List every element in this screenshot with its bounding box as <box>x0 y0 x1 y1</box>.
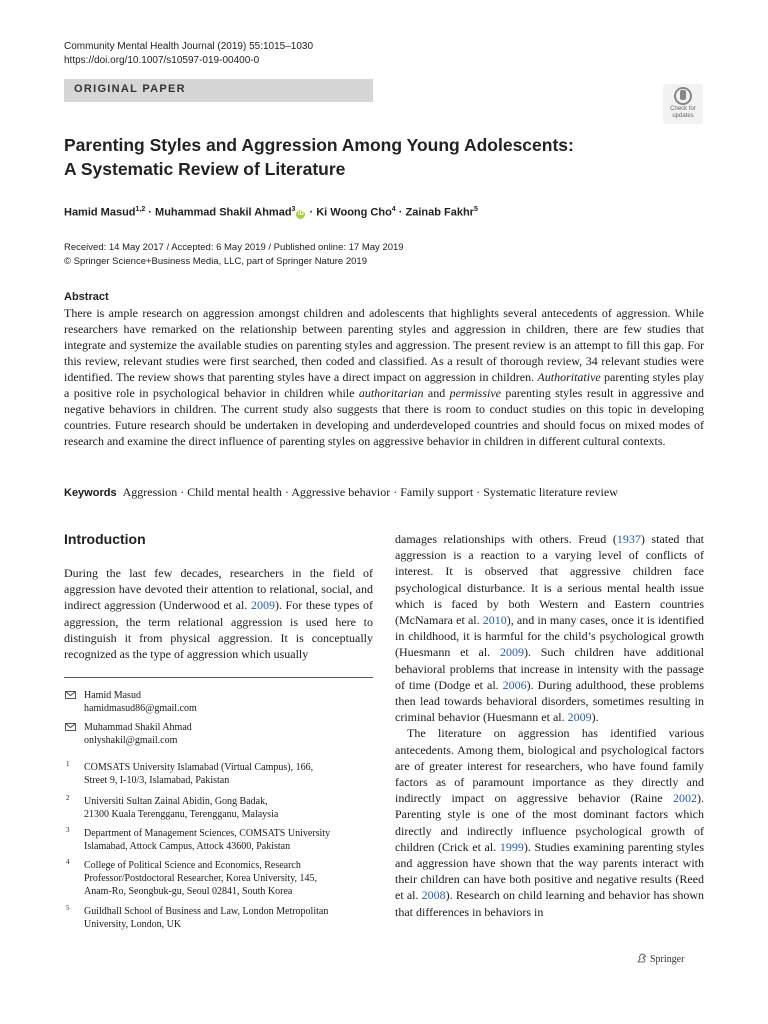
section-banner <box>64 79 373 102</box>
keyword-separator: · <box>281 485 292 499</box>
keyword-separator: · <box>390 485 401 499</box>
text-run: parenting styles result in aggressive and negative behaviors in children. The current study also suggests that there is room to conduct studies on this topic in developing countries. Future research should be undertaken in developing and underdeveloped countries and should focus on mixed modes of research and examine the direct influence of parenting styles on aggressive behavior in children in different cultural contexts. <box>64 386 704 448</box>
citation-link[interactable]: 2009 <box>499 645 524 660</box>
affiliation-line: Professor/Postdoctoral Researcher, Korea University, 145, <box>84 873 318 884</box>
author-affiliation-marker: 5 <box>473 206 478 213</box>
affiliation-line: College of Political Science and Economics, Research <box>84 860 301 871</box>
author-name[interactable]: Muhammad Shakil Ahmad <box>155 206 292 219</box>
text-run: During the last few decades, researchers in the field of aggression have devoted their attention to relational, social, and indirect aggression (Underwood et al. <box>64 566 373 613</box>
author-separator: · <box>306 206 317 219</box>
journal-citation: Community Mental Health Journal (2019) 55:1015–1030 <box>64 41 314 52</box>
contact-email[interactable]: hamidmasud86@gmail.com <box>84 703 197 714</box>
affiliation-number: 5 <box>66 904 70 912</box>
publisher-mark <box>637 953 684 965</box>
author-separator: · <box>145 206 156 219</box>
abstract-text <box>64 305 704 449</box>
doi-link[interactable]: https://doi.org/10.1007/s10597-019-00400-0 <box>64 55 260 66</box>
citation-link[interactable]: 2006 <box>502 677 527 692</box>
text-run: ). <box>591 710 599 725</box>
affiliation-number: 2 <box>66 794 70 802</box>
italic-term: Authoritative <box>537 370 601 384</box>
affiliation-line: Department of Management Sciences, COMSATS University <box>84 828 331 839</box>
citation-link[interactable]: 2009 <box>250 598 275 613</box>
affiliation-line: 21300 Kuala Terengganu, Terengganu, Malaysia <box>84 809 279 820</box>
paragraph <box>395 531 704 725</box>
abstract-heading: Abstract <box>64 291 109 303</box>
introduction-right-column <box>395 531 704 920</box>
text-run: ), and in many cases, once it is identified in childhood, it is harmful for the child’s psychological growth (Huesmann et al. <box>395 613 704 660</box>
keywords-label: Keywords <box>64 487 117 499</box>
author-affiliation-marker: 4 <box>391 206 396 213</box>
footnote-divider <box>64 677 373 678</box>
affiliation-line: University, London, UK <box>84 919 182 930</box>
orcid-icon[interactable]: iD <box>297 210 304 217</box>
text-run: damages relationships with others. Freud ( <box>395 532 617 546</box>
affiliation-line: Anam-Ro, Seongbuk-gu, Seoul 02841, South Korea <box>84 886 293 897</box>
contact-email[interactable]: onlyshakil@gmail.com <box>84 735 178 746</box>
check-updates-label: Check for updates <box>670 106 696 119</box>
title-line: A Systematic Review of Literature <box>64 159 346 179</box>
affiliation-line: Street 9, I-10/3, Islamabad, Pakistan <box>84 775 230 786</box>
publisher-name: Springer <box>650 954 685 965</box>
text-run: The literature on aggression has identified various antecedents. Among them, biological and psychological factors are of greater interest for researchers, who have found family factors as of paramount importance as they directly and indirectly impact on aggressive behavior (Raine <box>395 726 704 806</box>
introduction-left-column <box>64 565 373 662</box>
text-run: ). Parenting style is one of the most dominant factors which directly and indirectly influence psychological growth of children (Crick et al. <box>395 791 704 854</box>
keyword: Aggression <box>122 485 178 499</box>
keyword: Aggressive behavior <box>291 485 391 499</box>
contact-entry <box>64 721 373 749</box>
text-run: ). Such children have additional behavioral problems that increase in intensity with the passage of time (Dodge et al. <box>395 645 705 692</box>
author-separator: · <box>395 206 406 219</box>
keyword-separator: · <box>473 485 484 499</box>
keyword: Family support <box>400 485 474 499</box>
text-run: ). During adulthood, these problems then lead towards behavioral disorders, sometimes resulting in criminal behavior (Huesmann et al. <box>395 677 704 725</box>
keyword: Child mental health <box>187 485 282 499</box>
affiliation-line: Guildhall School of Business and Law, London Metropolitan <box>84 906 329 917</box>
citation-link[interactable]: 2009 <box>567 710 592 725</box>
author-name[interactable]: Zainab Fakhr <box>405 206 474 219</box>
keyword-separator: · <box>177 485 188 499</box>
title-line: Parenting Styles and Aggression Among Young Adolescents: <box>64 135 574 155</box>
contact-entry <box>64 689 373 717</box>
introduction-heading: Introduction <box>64 531 146 547</box>
text-run: parenting styles play a positive role in psychological behavior in children while <box>64 370 704 400</box>
author-name[interactable]: Ki Woong Cho <box>316 206 392 219</box>
author-affiliation-marker: 3 <box>291 206 296 213</box>
italic-term: permissive <box>449 386 501 400</box>
affiliation-number: 4 <box>66 858 70 866</box>
affiliation-line: Islamabad, Attock Campus, Attock 43600, Pakistan <box>84 841 291 852</box>
author-list <box>64 202 478 221</box>
italic-term: authoritarian <box>358 386 424 400</box>
paper-title <box>64 133 684 181</box>
text-run: ). Research on child learning and behavior has shown that differences in behaviors in <box>395 888 704 919</box>
citation-link[interactable]: 1999 <box>499 839 524 854</box>
springer-horse-icon <box>637 953 647 963</box>
contact-name: Muhammad Shakil Ahmad <box>84 722 192 733</box>
text-run: ). Studies examining parenting styles and aggression have shown that the way parents interact with their children can have both positive and negative results (Reed et al. <box>395 839 704 903</box>
citation-link[interactable]: 1937 <box>616 532 641 546</box>
author-affiliation-marker: 1,2 <box>135 206 146 213</box>
affiliation-number: 3 <box>66 826 70 834</box>
copyright-notice: © Springer Science+Business Media, LLC, part of Springer Nature 2019 <box>64 256 367 267</box>
bookmark-icon <box>674 87 692 105</box>
envelope-icon <box>65 691 76 699</box>
keyword: Systematic literature review <box>483 485 618 499</box>
check-for-updates-button[interactable] <box>663 84 703 124</box>
envelope-icon <box>65 723 76 731</box>
publication-dates: Received: 14 May 2017 / Accepted: 6 May 2019 / Published online: 17 May 2019 <box>64 242 404 253</box>
affiliation-line: Universiti Sultan Zainal Abidin, Gong Badak, <box>84 796 268 807</box>
text-run: ). For these types of aggression, the term relational aggression is used here to distinguish it from physical aggression. It is conceptually recognized as the type of aggression which usually <box>64 598 373 662</box>
citation-link[interactable]: 2010 <box>482 613 507 628</box>
contact-name: Hamid Masud <box>84 690 141 701</box>
paragraph <box>395 725 704 919</box>
author-name[interactable]: Hamid Masud <box>64 206 136 219</box>
citation-link[interactable]: 2002 <box>673 791 697 806</box>
section-label: ORIGINAL PAPER <box>74 83 186 95</box>
text-run: ) stated that aggression is a reaction to a varying level of conflicts of interest. It is observed that aggressive children face psychological disturbance. It is a serious mental health issue which is faced by both Western and Eastern countries (McNamara et al. <box>395 532 704 628</box>
keywords-list <box>123 485 618 499</box>
affiliation-line: COMSATS University Islamabad (Virtual Campus), 166, <box>84 762 314 773</box>
citation-link[interactable]: 2008 <box>421 888 446 903</box>
text-run: There is ample research on aggression amongst children and adolescents that highlights several antecedents of aggression. While researchers have remarked on the relationship between parenting styles and aggression in children, there are few studies that integrate and systemize the available studies on parenting styles and aggression. The present review is an attempt to fill this gap. For this review, relevant studies were first searched, then coded and classified. As a result of thorough review, 34 relevant studies were identified. The review shows that parenting styles have a direct impact on aggression in children. <box>64 306 704 384</box>
affiliation-number: 1 <box>66 760 70 768</box>
text-run: and <box>423 386 450 400</box>
keywords <box>64 484 618 501</box>
